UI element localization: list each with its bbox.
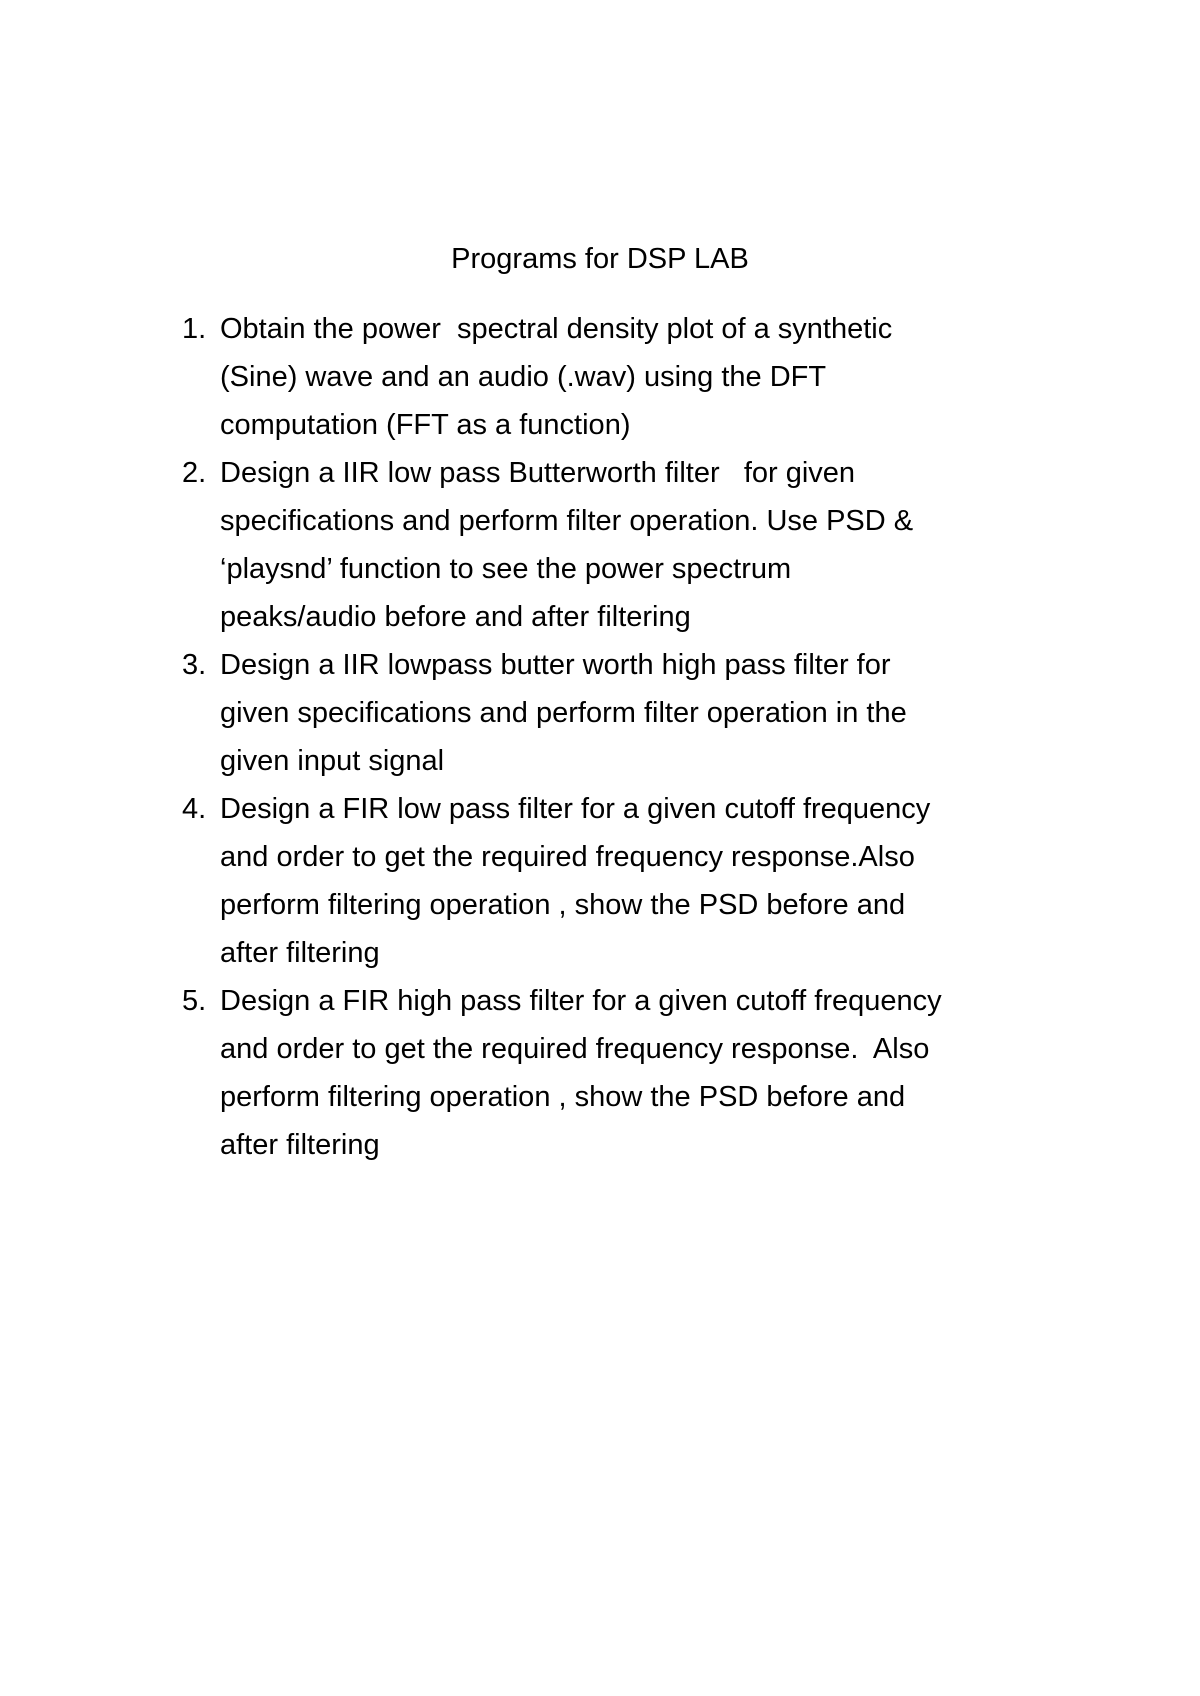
item-text-line: and order to get the required frequency response. Also xyxy=(220,1033,930,1065)
item-number: 2. xyxy=(182,457,207,489)
list-item xyxy=(180,449,1060,641)
item-text-line: after filtering xyxy=(220,937,380,969)
item-number: 3. xyxy=(182,649,207,681)
item-text-line: Obtain the power spectral density plot of a synthetic xyxy=(220,313,893,345)
item-number: 4. xyxy=(182,793,207,825)
item-text-line: Design a IIR lowpass butter worth high pass filter for xyxy=(220,649,891,681)
list-item xyxy=(180,305,1060,449)
item-text-line: perform filtering operation , show the PSD before and xyxy=(220,889,906,921)
item-text-line: Design a FIR low pass filter for a given cutoff frequency xyxy=(220,793,931,825)
page-title: Programs for DSP LAB xyxy=(451,243,749,275)
item-text-line: and order to get the required frequency response.Also xyxy=(220,841,915,873)
item-text-line: given input signal xyxy=(220,745,445,777)
item-text-line: after filtering xyxy=(220,1129,380,1161)
program-list xyxy=(180,305,1060,1169)
item-number: 5. xyxy=(182,985,207,1017)
list-item xyxy=(180,785,1060,977)
item-text-line: ‘playsnd’ function to see the power spectrum xyxy=(220,553,792,585)
item-text-line: perform filtering operation , show the PSD before and xyxy=(220,1081,906,1113)
item-text-line: computation (FFT as a function) xyxy=(220,409,631,441)
item-text-line: Design a IIR low pass Butterworth filter for given xyxy=(220,457,856,489)
list-item xyxy=(180,977,1060,1169)
item-number: 1. xyxy=(182,313,207,345)
list-item xyxy=(180,641,1060,785)
item-text-line: specifications and perform filter operation. Use PSD & xyxy=(220,505,914,537)
item-text-line: Design a FIR high pass filter for a given cutoff frequency xyxy=(220,985,942,1017)
item-text-line: (Sine) wave and an audio (.wav) using the DFT xyxy=(220,361,827,393)
item-text-line: peaks/audio before and after filtering xyxy=(220,601,691,633)
item-text-line: given specifications and perform filter operation in the xyxy=(220,697,907,729)
